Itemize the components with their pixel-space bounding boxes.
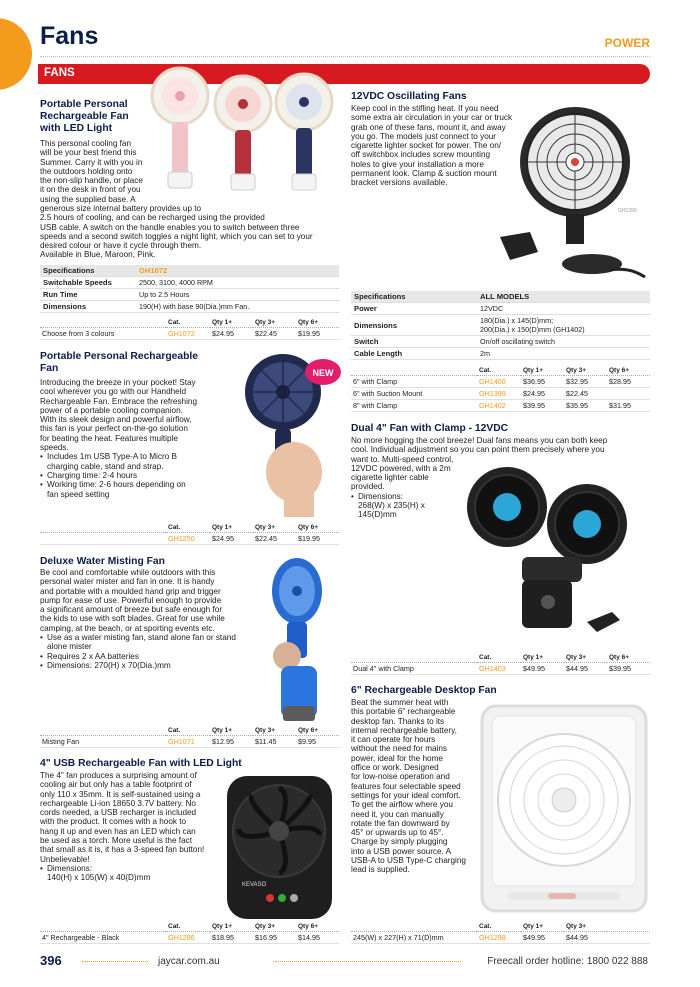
col-qty6: Qty 6+ <box>296 726 339 736</box>
col-qty1: Qty 1+ <box>210 523 253 533</box>
product-title-dual-fan: Dual 4" Fan with Clamp - 12VDC <box>351 423 509 434</box>
col-qty3: Qty 3+ <box>253 523 296 533</box>
product-title-desktop-fan: 6" Rechargeable Desktop Fan <box>351 685 497 696</box>
page-corner-tab <box>0 18 32 90</box>
col-qty3: Qty 3+ <box>564 653 607 663</box>
col-qty1: Qty 1+ <box>521 653 564 663</box>
price-desc: Dual 4" with Clamp <box>351 663 477 675</box>
text-line: using the supplied base. A <box>40 194 136 204</box>
title-line: Portable Personal <box>40 99 128 110</box>
spec-key: Dimensions <box>351 315 477 336</box>
price-qty1: $18.95 <box>210 932 253 944</box>
product-description <box>40 139 160 204</box>
price-qty6 <box>607 388 650 400</box>
navy-fan <box>276 74 332 190</box>
cat-number: GH1400 <box>477 376 521 388</box>
price-qty1: $12.95 <box>210 736 253 748</box>
text-line: Summer. Carry it with you in <box>40 157 143 167</box>
spec-key: Power <box>351 303 477 315</box>
product-image-desktop-fan <box>478 702 650 917</box>
col-qty1: Qty 1+ <box>210 726 253 736</box>
product-image-led-fans <box>148 64 343 194</box>
text-line: cooling air but only has a table footprint of <box>40 780 192 790</box>
product-description <box>40 771 230 883</box>
spec-value: 12VDC <box>477 303 650 315</box>
cat-number: GH1403 <box>477 663 521 675</box>
text-line: Keep cool in the stifling heat. If you need <box>351 104 499 113</box>
new-badge <box>305 359 341 385</box>
text-line: for beating the heat. Features multiple <box>40 433 178 443</box>
product-image-misting-fan <box>265 556 335 726</box>
title-line: Rechargeable Fan <box>40 111 129 122</box>
spec-key: Switch <box>351 336 477 348</box>
cat-number: GH1298 <box>477 932 521 944</box>
text-line: generous size internal battery provides up to <box>40 204 202 213</box>
price-qty3: $35.95 <box>564 400 607 412</box>
spec-key: Cable Length <box>351 348 477 360</box>
price-desc <box>40 533 166 545</box>
text-line: speeds and a second switch toggles a night light, which you can set to your <box>40 231 313 241</box>
price-qty1: $24.95 <box>210 328 253 340</box>
text-line: will be your best friend this <box>40 148 137 158</box>
text-line: it on the desk in front of you <box>40 185 141 195</box>
col-qty1: Qty 1+ <box>210 922 253 932</box>
text-line: with the product. It comes with a hook to <box>40 817 187 827</box>
text-line: Introducing the breeze in your pocket! Stay <box>40 378 196 387</box>
spec-head: Specifications <box>351 291 477 303</box>
price-qty1: $36.95 <box>521 376 564 388</box>
spec-value: 2500, 3100, 4000 RPM <box>136 277 339 289</box>
text-line: the kids to use with soft blades. Great for use while <box>40 614 225 624</box>
price-qty3: $22.45 <box>253 533 296 545</box>
page-title: Fans <box>40 22 99 50</box>
col-cat: Cat. <box>166 922 210 932</box>
feature-list <box>40 633 265 670</box>
text-line: some extra air circulation in your car or truck <box>351 113 513 123</box>
spec-value: 2m <box>477 348 650 360</box>
cat-number: GH1399 <box>477 388 521 400</box>
text-line: that small as it is, it has a 3-speed fan button! <box>40 845 205 855</box>
product-description <box>351 698 476 875</box>
text-line: for low-noise operation and <box>351 772 450 782</box>
text-line: cigarette lighter socket for power. The on/ <box>351 141 502 151</box>
price-qty3: $44.95 <box>564 932 607 944</box>
col-qty3: Qty 3+ <box>253 726 296 736</box>
text-line: lead is supplied. <box>351 865 410 875</box>
product-image-dual-fan <box>462 462 642 647</box>
text-line: this fan is your perfect on-the-go solution <box>40 424 188 434</box>
text-line: With its sleek design and powerful airflow, <box>40 415 192 425</box>
text-line: personal water mister and fan in one. It is handy <box>40 577 215 587</box>
text-line: permanent look. Clamp & suction mount <box>351 169 497 179</box>
title-line: Portable Personal Rechargeable <box>40 351 198 362</box>
image-caption: GH1399 <box>618 208 637 214</box>
col-qty6: Qty 6+ <box>296 922 339 932</box>
text-line: it can operate for hours <box>351 735 436 745</box>
text-line: want to. Multi-speed control, <box>351 454 454 464</box>
spec-value: 180(Dia.) x 145(D)mm; 200(Dia.) x 150(D)mm (GH1402) <box>477 315 650 336</box>
price-table-oscillating <box>351 366 650 412</box>
text-line: provided. <box>351 482 385 492</box>
price-desc: 6" with Suction Mount <box>351 388 477 400</box>
text-line: bracket versions available. <box>351 178 448 188</box>
spec-value: On/off oscillating switch <box>477 336 650 348</box>
col-qty6: Qty 6+ <box>607 366 650 376</box>
pink-fan <box>152 68 208 188</box>
text-line: No more hogging the cool breeze! Dual fans means you can both keep <box>351 436 608 445</box>
text-line: desired colour or have it cycle through them. <box>40 241 202 251</box>
price-table-gh1286 <box>40 922 339 944</box>
category-label: FANS <box>44 67 75 79</box>
text-line: The 4" fan produces a surprising amount of <box>40 771 197 780</box>
feature-list <box>40 452 240 498</box>
brand-label: KEVASO <box>242 882 267 888</box>
price-desc: 6" with Clamp <box>351 376 477 388</box>
text-line: power of a portable cooling companion. <box>40 405 183 415</box>
feature-item: • Charging time: 2-4 hours <box>40 471 240 480</box>
feature-item: • Working time: 2-6 hours depending on fan speed setting <box>40 480 240 499</box>
text-line: 45° or upwards up to 45°. <box>351 828 444 838</box>
product-description <box>40 568 265 670</box>
price-table-gh1298 <box>351 922 650 944</box>
product-title-misting-fan: Deluxe Water Misting Fan <box>40 556 165 567</box>
price-qty3: $22.45 <box>253 328 296 340</box>
price-table-gh1071 <box>40 726 339 748</box>
product-description <box>40 378 240 499</box>
price-qty3: $32.95 <box>564 376 607 388</box>
price-qty1: $39.95 <box>521 400 564 412</box>
price-qty3: $11.45 <box>253 736 296 748</box>
section-label: POWER <box>604 36 650 50</box>
footer-rule <box>82 961 148 962</box>
text-line: Be cool and comfortable while outdoors with this <box>40 568 216 577</box>
product-title-handheld-fan <box>40 351 240 375</box>
col-qty1: Qty 1+ <box>521 922 564 932</box>
page-number: 396 <box>40 953 62 968</box>
feature-item: • Requires 2 x AA batteries <box>40 652 265 661</box>
text-line: features four selectable speed <box>351 781 461 791</box>
title-line: with LED Light <box>40 123 113 134</box>
text-line: settings for your ideal comfort. <box>351 790 461 800</box>
spec-value: Up to 2.5 Hours <box>136 289 339 301</box>
text-line: without the need for mains <box>351 744 448 754</box>
text-line: rotate the fan downward by <box>351 818 450 828</box>
text-line: camping, at the beach, or at sporting events etc. <box>40 623 215 633</box>
text-line: hang it up and even has an LED which can <box>40 826 196 836</box>
product-title-usb-fan: 4" USB Rechargeable Fan with LED Light <box>40 758 242 769</box>
feature-item: • Dimensions: 268(W) x 235(H) x 145(D)mm <box>351 492 651 520</box>
product-image-handheld-fan <box>238 332 343 517</box>
price-qty6: $28.95 <box>607 376 650 388</box>
text-line: a significant amount of breeze but safe enough for <box>40 605 223 615</box>
text-line: desktop fan. Thanks to its <box>351 716 445 726</box>
text-line: office or work. Designed <box>351 763 439 773</box>
text-line: this portable 6" rechargeable <box>351 707 456 717</box>
price-qty1: $24.95 <box>210 533 253 545</box>
text-line: the non-slip handle, or place <box>40 176 143 186</box>
header-divider <box>40 56 650 57</box>
text-line: pump for ease of use. Powerful enough to provide <box>40 595 222 605</box>
price-table-gh1403 <box>351 653 650 675</box>
col-qty1: Qty 1+ <box>521 366 564 376</box>
text-line: only 110 x 35mm. It is self-sustained using a <box>40 789 201 799</box>
col-qty3: Qty 3+ <box>564 922 607 932</box>
col-cat: Cat. <box>166 318 210 328</box>
spec-value: 190(H) with base 90(Dia.)mm Fan. <box>136 301 339 313</box>
text-line: Unbelievable! <box>40 854 90 864</box>
title-line: Fan <box>40 363 59 374</box>
spec-head-value: GH1072 <box>136 265 339 277</box>
price-qty6: $19.95 <box>296 328 339 340</box>
price-qty6: $31.95 <box>607 400 650 412</box>
price-desc: Choose from 3 colours <box>40 328 166 340</box>
product-image-usb-fan <box>222 773 337 921</box>
text-line: To get the airflow where you <box>351 800 453 810</box>
product-title-led-fan <box>40 99 150 135</box>
col-qty6: Qty 6+ <box>296 523 339 533</box>
text-line: Beat the summer heat with <box>351 698 449 707</box>
text-line: speeds. <box>40 443 69 453</box>
text-line: Rechargeable Fan. Embrace the refreshing <box>40 396 198 406</box>
text-line: you go. The models just connect to your <box>351 131 497 141</box>
price-desc: 245(W) x 227(H) x 71(D)mm <box>351 932 477 944</box>
price-qty1: $24.95 <box>521 388 564 400</box>
text-line: be used as a torch. More useful is the fact <box>40 836 193 846</box>
price-qty6: $14.95 <box>296 932 339 944</box>
product-title-oscillating-fans: 12VDC Oscillating Fans <box>351 91 467 102</box>
price-desc: 8" with Clamp <box>351 400 477 412</box>
price-desc: Misting Fan <box>40 736 166 748</box>
maroon-fan <box>215 76 271 190</box>
spec-head-value: ALL MODELS <box>477 291 650 303</box>
feature-item: • Includes 1m USB Type-A to Micro B charging cable, stand and strap. <box>40 452 240 471</box>
spec-table-oscillating <box>351 291 650 360</box>
feature-list <box>40 864 230 883</box>
price-qty3: $22.45 <box>564 388 607 400</box>
text-line: Available in Blue, Maroon, Pink. <box>40 250 156 260</box>
col-cat: Cat. <box>166 523 210 533</box>
text-line: the outdoors holding onto <box>40 166 133 176</box>
col-cat: Cat. <box>477 366 521 376</box>
text-line: need it, you can manually <box>351 809 444 819</box>
price-qty6: $19.95 <box>296 533 339 545</box>
footer-hotline: Freecall order hotline: 1800 022 888 <box>487 956 648 967</box>
feature-item: • Dimensions: 270(H) x 70(Dia.)mm <box>40 661 265 670</box>
text-line: power, ideal for the home <box>351 753 443 763</box>
cat-number: GH1402 <box>477 400 521 412</box>
col-qty3: Qty 3+ <box>564 366 607 376</box>
cat-number: GH1072 <box>166 328 210 340</box>
feature-item: • Use as a water misting fan, stand alone fan or stand alone mister <box>40 633 265 652</box>
text-line: cords needed, a USB recharger is included <box>40 808 197 818</box>
text-line: 2.5 hours of cooling, and can be recharged using the provided <box>40 213 265 223</box>
col-cat: Cat. <box>477 922 521 932</box>
col-qty1: Qty 1+ <box>210 318 253 328</box>
svg-text:NEW: NEW <box>312 368 334 378</box>
text-line: and portable with a moulded hand grip and trigger <box>40 586 221 596</box>
price-qty3: $44.95 <box>564 663 607 675</box>
price-table-gh1250 <box>40 523 339 545</box>
price-qty1: $49.95 <box>521 932 564 944</box>
price-qty3: $16.95 <box>253 932 296 944</box>
text-line: into a USB power source. A <box>351 846 452 856</box>
price-desc: 4" Rechargeable - Black <box>40 932 166 944</box>
col-cat: Cat. <box>477 653 521 663</box>
cat-number: GH1286 <box>166 932 210 944</box>
spec-key: Switchable Speeds <box>40 277 136 289</box>
text-line: cigarette lighter cable <box>351 473 429 483</box>
text-line: USB cable. A switch on the handle enables you to switch between three <box>40 222 300 232</box>
text-line: rechargeable Li-ion 18650 3.7V battery. No <box>40 798 196 808</box>
text-line: cool. Individual adjustment so you can point them precisely where you <box>351 445 605 455</box>
text-line: 12VDC powered, with a 2m <box>351 463 451 473</box>
text-line: off switchbox includes screw mounting <box>351 150 491 160</box>
text-line: holes to give your installation a more <box>351 159 484 169</box>
category-bar <box>38 64 650 84</box>
spec-table-gh1072 <box>40 265 339 313</box>
cat-number: GH1071 <box>166 736 210 748</box>
col-qty3: Qty 3+ <box>253 318 296 328</box>
price-qty6: $39.95 <box>607 663 650 675</box>
col-qty3: Qty 3+ <box>253 922 296 932</box>
price-qty1: $49.95 <box>521 663 564 675</box>
spec-key: Run Time <box>40 289 136 301</box>
col-qty6: Qty 6+ <box>296 318 339 328</box>
col-qty6: Qty 6+ <box>607 653 650 663</box>
spec-head: Specifications <box>40 265 136 277</box>
product-image-oscillating-fan <box>500 92 650 282</box>
product-description-wide <box>40 204 340 260</box>
text-line: Charge by simply plugging <box>351 837 448 847</box>
footer-rule <box>275 961 461 962</box>
text-line: USB-A to USB Type-C charging <box>351 856 466 866</box>
text-line: grab one of these fans, mount it, and away <box>351 122 506 132</box>
price-qty6: $9.95 <box>296 736 339 748</box>
footer-url[interactable]: jaycar.com.au <box>158 956 220 967</box>
feature-item: • Dimensions: 140(H) x 105(W) x 40(D)mm <box>40 864 230 883</box>
spec-key: Dimensions <box>40 301 136 313</box>
text-line: This personal cooling fan <box>40 139 132 148</box>
text-line: cool wherever you go with our Handheld <box>40 387 187 397</box>
text-line: internal rechargeable battery, <box>351 725 457 735</box>
col-cat: Cat. <box>166 726 210 736</box>
cat-number: GH1250 <box>166 533 210 545</box>
